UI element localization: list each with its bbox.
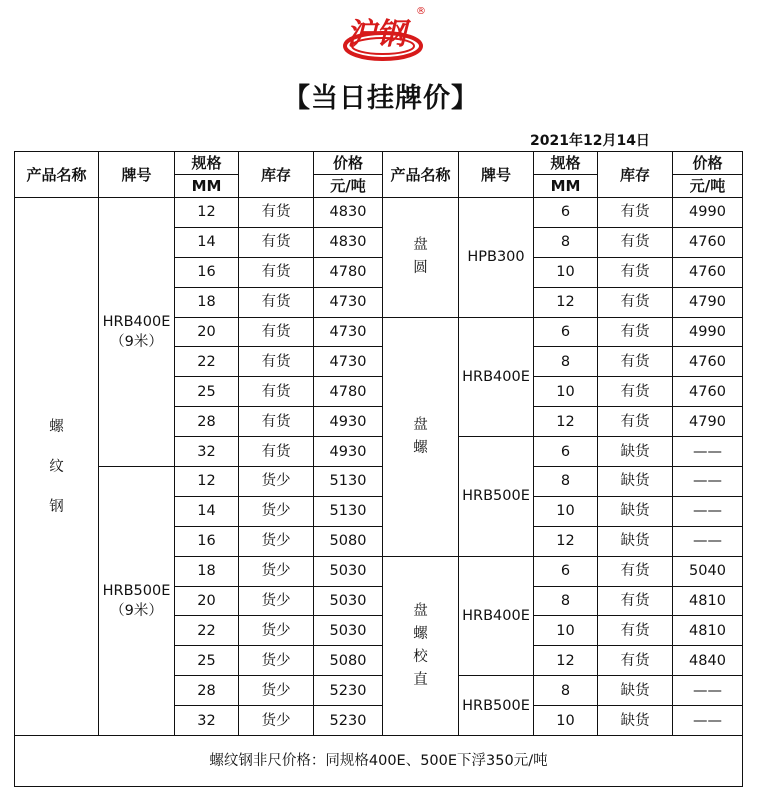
stock-cell: 有货: [598, 556, 673, 586]
stock-cell: 有货: [239, 437, 314, 467]
price-date: 2021年12月14日: [530, 133, 650, 149]
price-cell: 4760: [673, 257, 743, 287]
header-price-unit: 元/吨: [314, 175, 383, 198]
product-char: 盘: [413, 602, 428, 619]
product-group-cell: [383, 198, 459, 318]
price-cell: 5130: [314, 467, 383, 497]
price-cell: 4780: [314, 257, 383, 287]
brand-label: [103, 312, 171, 352]
spec-cell: 10: [534, 377, 598, 407]
stock-cell: 货少: [239, 706, 314, 736]
price-cell: 4930: [314, 407, 383, 437]
price-cell: 5080: [314, 646, 383, 676]
spec-cell: 8: [534, 227, 598, 257]
price-cell: 4760: [673, 377, 743, 407]
stock-cell: 有货: [239, 227, 314, 257]
brand-length: （9米）: [110, 334, 163, 350]
stock-cell: 有货: [598, 227, 673, 257]
stock-cell: 有货: [239, 198, 314, 228]
price-cell: 4760: [673, 347, 743, 377]
table-row: [15, 198, 743, 228]
product-name: [413, 600, 428, 692]
brand-cell: HRB500E: [459, 676, 534, 736]
spec-cell: 16: [175, 526, 239, 556]
page-title: 【当日挂牌价】: [283, 83, 479, 114]
stock-cell: 缺货: [598, 496, 673, 526]
product-char: 校: [413, 648, 428, 665]
price-cell: 4730: [314, 287, 383, 317]
spec-cell: 8: [534, 586, 598, 616]
product-char: 盘: [413, 416, 428, 433]
hu-steel-logo: [328, 2, 438, 66]
price-cell: ——: [673, 496, 743, 526]
stock-cell: 有货: [239, 257, 314, 287]
brand-cell: HPB300: [459, 198, 534, 318]
stock-cell: 有货: [598, 616, 673, 646]
stock-cell: 货少: [239, 526, 314, 556]
spec-cell: 22: [175, 616, 239, 646]
stock-cell: 有货: [598, 257, 673, 287]
brand-label: [103, 581, 171, 621]
spec-cell: 6: [534, 556, 598, 586]
stock-cell: 有货: [598, 407, 673, 437]
footer-note: 螺纹钢非尺价格：同规格400E、500E下浮350元/吨: [15, 736, 743, 787]
price-cell: 5030: [314, 586, 383, 616]
stock-cell: 有货: [598, 347, 673, 377]
spec-cell: 18: [175, 556, 239, 586]
product-char: 纹: [49, 458, 64, 475]
stock-cell: 有货: [239, 317, 314, 347]
brand-name: HRB400E: [102, 314, 171, 330]
stock-cell: 缺货: [598, 676, 673, 706]
spec-cell: 14: [175, 227, 239, 257]
stock-cell: 有货: [239, 377, 314, 407]
price-cell: 4840: [673, 646, 743, 676]
spec-cell: 8: [534, 467, 598, 497]
product-rebar-cell: [15, 198, 99, 736]
table-row: [15, 467, 743, 497]
stock-cell: 货少: [239, 556, 314, 586]
price-cell: ——: [673, 676, 743, 706]
price-cell: 4990: [673, 198, 743, 228]
product-char: 圆: [413, 260, 428, 277]
product-name: [413, 414, 428, 460]
price-cell: 4810: [673, 586, 743, 616]
price-cell: ——: [673, 467, 743, 497]
brand-length: （9米）: [110, 603, 163, 620]
product-char: 螺: [413, 439, 428, 456]
spec-cell: 28: [175, 407, 239, 437]
stock-cell: 货少: [239, 616, 314, 646]
registered-mark: ®: [416, 6, 426, 17]
spec-cell: 6: [534, 317, 598, 347]
stock-cell: 货少: [239, 586, 314, 616]
spec-cell: 32: [175, 706, 239, 736]
brand-group-cell: [99, 467, 175, 736]
spec-cell: 10: [534, 496, 598, 526]
spec-cell: 25: [175, 646, 239, 676]
spec-cell: 12: [534, 526, 598, 556]
stock-cell: 货少: [239, 467, 314, 497]
brand-name: HRB500E: [102, 583, 171, 600]
stock-cell: 缺货: [598, 706, 673, 736]
price-cell: 5030: [314, 556, 383, 586]
price-cell: 4790: [673, 407, 743, 437]
stock-cell: 有货: [598, 646, 673, 676]
spec-cell: 6: [534, 437, 598, 467]
price-cell: ——: [673, 526, 743, 556]
header-stock: 库存: [239, 152, 314, 198]
stock-cell: 缺货: [598, 467, 673, 497]
brand-cell: HRB400E: [459, 317, 534, 437]
spec-cell: 12: [534, 287, 598, 317]
logo-text: 沪钢: [346, 17, 406, 52]
price-table: [14, 151, 743, 787]
stock-cell: 有货: [598, 586, 673, 616]
price-cell: 5080: [314, 526, 383, 556]
product-group-cell: [383, 317, 459, 556]
price-cell: 5230: [314, 676, 383, 706]
product-char: 直: [413, 671, 428, 688]
spec-cell: 32: [175, 437, 239, 467]
product-char: 盘: [413, 237, 428, 254]
spec-cell: 18: [175, 287, 239, 317]
price-cell: 5130: [314, 496, 383, 526]
spec-cell: 20: [175, 586, 239, 616]
stock-cell: 有货: [598, 198, 673, 228]
stock-cell: 货少: [239, 646, 314, 676]
header-product: 产品名称: [15, 152, 99, 198]
header-product-right: 产品名称: [383, 152, 459, 198]
price-cell: 4730: [314, 347, 383, 377]
footer-row: [15, 736, 743, 787]
product-rebar-name: [49, 407, 64, 527]
header-stock-right: 库存: [598, 152, 673, 198]
header-spec-unit-right: MM: [534, 175, 598, 198]
spec-cell: 14: [175, 496, 239, 526]
spec-cell: 10: [534, 616, 598, 646]
stock-cell: 缺货: [598, 437, 673, 467]
price-cell: 4830: [314, 198, 383, 228]
product-char: 螺: [49, 418, 64, 435]
spec-cell: 28: [175, 676, 239, 706]
spec-cell: 20: [175, 317, 239, 347]
stock-cell: 有货: [598, 377, 673, 407]
spec-cell: 6: [534, 198, 598, 228]
header-brand: 牌号: [99, 152, 175, 198]
price-cell: 4780: [314, 377, 383, 407]
stock-cell: 有货: [598, 317, 673, 347]
stock-cell: 有货: [239, 407, 314, 437]
spec-cell: 12: [534, 407, 598, 437]
brand-group-cell: [99, 198, 175, 467]
stock-cell: 缺货: [598, 526, 673, 556]
stock-cell: 有货: [598, 287, 673, 317]
header-spec-unit: MM: [175, 175, 239, 198]
price-cell: 4730: [314, 317, 383, 347]
price-cell: 4810: [673, 616, 743, 646]
spec-cell: 12: [534, 646, 598, 676]
header-price-right: 价格: [673, 152, 743, 175]
product-char: 螺: [413, 625, 428, 642]
price-cell: 4790: [673, 287, 743, 317]
price-cell: 4760: [673, 227, 743, 257]
spec-cell: 8: [534, 676, 598, 706]
price-cell: ——: [673, 437, 743, 467]
brand-cell: HRB500E: [459, 437, 534, 557]
price-cell: 4990: [673, 317, 743, 347]
stock-cell: 有货: [239, 287, 314, 317]
brand-cell: HRB400E: [459, 556, 534, 676]
stock-cell: 有货: [239, 347, 314, 377]
spec-cell: 25: [175, 377, 239, 407]
price-cell: 5230: [314, 706, 383, 736]
spec-cell: 10: [534, 706, 598, 736]
product-name: [413, 234, 428, 280]
header-row: [15, 152, 743, 175]
price-cell: ——: [673, 706, 743, 736]
spec-cell: 16: [175, 257, 239, 287]
header-brand-right: 牌号: [459, 152, 534, 198]
header-price-unit-right: 元/吨: [673, 175, 743, 198]
price-cell: 5030: [314, 616, 383, 646]
spec-cell: 12: [175, 198, 239, 228]
header-price: 价格: [314, 152, 383, 175]
stock-cell: 货少: [239, 496, 314, 526]
price-cell: 4830: [314, 227, 383, 257]
price-cell: 5040: [673, 556, 743, 586]
price-cell: 4930: [314, 437, 383, 467]
stock-cell: 货少: [239, 676, 314, 706]
spec-cell: 12: [175, 467, 239, 497]
product-char: 钢: [49, 498, 64, 515]
spec-cell: 8: [534, 347, 598, 377]
header-spec: 规格: [175, 152, 239, 175]
header-spec-right: 规格: [534, 152, 598, 175]
product-group-cell: [383, 556, 459, 735]
spec-cell: 22: [175, 347, 239, 377]
spec-cell: 10: [534, 257, 598, 287]
